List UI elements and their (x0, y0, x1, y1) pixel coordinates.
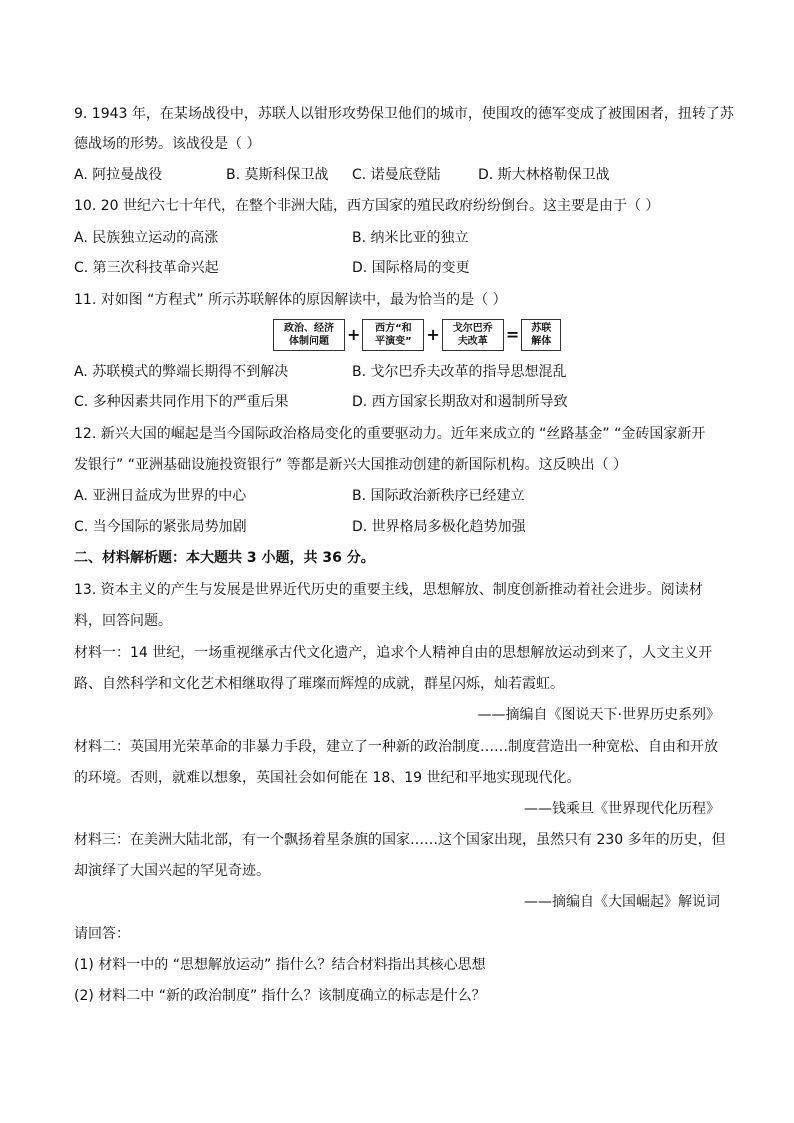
q10-option-c[interactable]: C. 第三次科技革命兴起 (74, 260, 219, 276)
material2-source: ——钱乘旦《世界现代化历程》 (524, 801, 720, 817)
material1-line1: 材料一：14 世纪，一场重视继承古代文化遗产，追求个人精神自由的思想解放运动到来了，人文主义开 (74, 645, 713, 661)
q11-option-c[interactable]: C. 多种因素共同作用下的严重后果 (74, 394, 289, 410)
q10-option-d[interactable]: D. 国际格局的变更 (352, 260, 470, 276)
formula-plus-sign: + (347, 325, 361, 344)
q13-stem-line1: 13. 资本主义的产生与发展是世界近代历史的重要主线，思想解放、制度创新推动着社会进步。阅读材 (74, 582, 703, 598)
formula-box-gorbachev-reform: 戈尔巴乔 夫改革 (442, 319, 504, 351)
sub-question-2: (2) 材料二中 “新的政治制度” 指什么？该制度确立的标志是什么？ (74, 988, 486, 1004)
section-heading: 二、材料解析题：本大题共 3 小题，共 36 分。 (74, 550, 375, 566)
q9-stem-line2: 德战场的形势。该战役是（ ） (74, 136, 261, 152)
q9-option-d[interactable]: D. 斯大林格勒保卫战 (478, 167, 610, 183)
q9-option-c[interactable]: C. 诺曼底登陆 (352, 167, 441, 183)
material2-line2: 的环境。否则，就难以想象，英国社会如何能在 18、19 世纪和平地实现现代化。 (74, 770, 581, 786)
formula-plus-sign: + (426, 325, 440, 344)
formula-box-peaceful-evolution: 西方“和 平演变” (362, 319, 424, 351)
q10-option-b[interactable]: B. 纳米比亚的独立 (352, 230, 469, 246)
q11-option-b[interactable]: B. 戈尔巴乔夫改革的指导思想混乱 (352, 364, 567, 380)
q11-option-d[interactable]: D. 西方国家长期敌对和遏制所导致 (352, 394, 568, 410)
q12-option-c[interactable]: C. 当今国际的紧张局势加剧 (74, 519, 247, 535)
q12-option-b[interactable]: B. 国际政治新秩序已经建立 (352, 488, 525, 504)
sub-question-1: (1) 材料一中的 “思想解放运动” 指什么？结合材料指出其核心思想 (74, 957, 486, 973)
formula-box-system-problems: 政治、经济 体制问题 (273, 319, 345, 351)
answer-prompt: 请回答： (74, 926, 130, 942)
material2-line1: 材料二：英国用光荣革命的非暴力手段，建立了一种新的政治制度……制度营造出一种宽松、自由和开放 (74, 739, 718, 755)
material3-source: ——摘编自《大国崛起》解说词 (524, 894, 720, 910)
formula-box-soviet-collapse: 苏联 解体 (521, 319, 561, 351)
q12-option-a[interactable]: A. 亚洲日益成为世界的中心 (74, 488, 247, 504)
q12-stem-line1: 12. 新兴大国的崛起是当今国际政治格局变化的重要驱动力。近年来成立的 “丝路基金” “金砖国家新开 (74, 426, 706, 442)
q11-option-a[interactable]: A. 苏联模式的弊端长期得不到解决 (74, 364, 289, 380)
q10-stem: 10. 20 世纪六七十年代，在整个非洲大陆，西方国家的殖民政府纷纷倒台。这主要是由于（ ） (74, 198, 660, 214)
formula-equals-sign: = (505, 325, 520, 344)
q12-option-d[interactable]: D. 世界格局多极化趋势加强 (352, 519, 526, 535)
q9-option-b[interactable]: B. 莫斯科保卫战 (226, 167, 329, 183)
q12-stem-line2: 发银行” “亚洲基础设施投资银行” 等都是新兴大国推动创建的新国际机构。这反映出（ ） (74, 457, 628, 473)
q11-stem: 11. 对如图 “方程式” 所示苏联解体的原因解读中，最为恰当的是（ ） (74, 292, 507, 308)
material1-line2: 路、自然科学和文化艺术相继取得了璀璨而辉煌的成就，群星闪烁，灿若霞虹。 (74, 676, 564, 692)
q9-option-a[interactable]: A. 阿拉曼战役 (74, 167, 163, 183)
soviet-collapse-formula (273, 318, 561, 352)
material1-source: ——摘编自《图说天下·世界历史系列》 (477, 707, 720, 723)
q9-stem-line1: 9. 1943 年，在某场战役中，苏联人以钳形攻势保卫他们的城市，使围攻的德军变成了被围困者，扭转了苏 (74, 106, 734, 122)
material3-line2: 却演绎了大国兴起的罕见奇迹。 (74, 863, 270, 879)
material3-line1: 材料三：在美洲大陆北部，有一个飘扬着星条旗的国家……这个国家出现，虽然只有 230 多年的历史，但 (74, 832, 726, 848)
q10-option-a[interactable]: A. 民族独立运动的高涨 (74, 230, 219, 246)
q13-stem-line2: 料，回答问题。 (74, 613, 172, 629)
